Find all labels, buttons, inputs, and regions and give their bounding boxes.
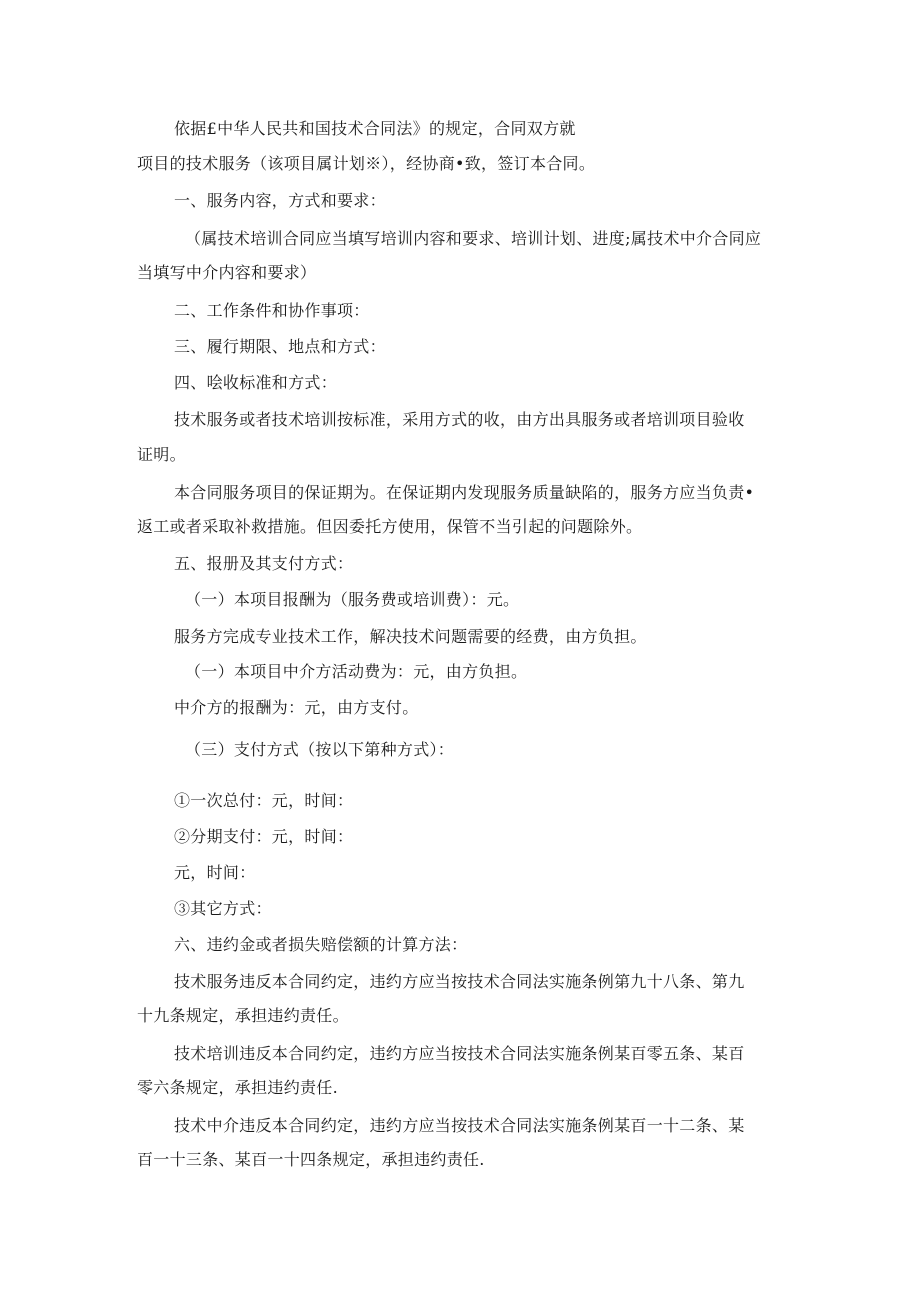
section-heading-4: 四、哙收标准和方式： <box>174 373 338 392</box>
section-heading-5: 五、报册及其支付方式： <box>174 554 354 573</box>
payment-option-3: ③其它方式： <box>174 899 272 918</box>
section-4-paragraph-2-line-1: 本合同服务项目的保证期为。在保证期内发现服务质量缺陷的，服务方应当负责• <box>174 483 755 502</box>
paragraph-intro-line-2: 项目的技术服务（该项目属计划※），经协商•致，签订本合同。 <box>137 154 596 173</box>
section-4-paragraph-1-line-2: 证明。 <box>137 445 186 464</box>
section-heading-3: 三、履行期限、地点和方式： <box>174 337 386 356</box>
section-heading-2: 二、工作条件和协作事项： <box>174 301 370 320</box>
section-6-paragraph-1-line-1: 技术服务违反本合同约定，违约方应当按技术合同法实施条例第九十八条、第九 <box>174 972 745 991</box>
section-5-item-1: （一）本项目报酬为（服务费或培训费）：元。 <box>185 590 520 609</box>
section-6-paragraph-2-line-1: 技术培训违反本合同约定，违约方应当按技术合同法实施条例某百零五条、某百 <box>174 1044 745 1063</box>
section-5-item-3: （三）支付方式（按以下第种方式）： <box>185 740 455 759</box>
section-6-paragraph-1-line-2: 十九条规定，承担违约责任。 <box>137 1006 349 1025</box>
section-heading-6: 六、违约金或者损失赔偿额的计算方法： <box>174 935 468 954</box>
paragraph-intro-line-1: 依据£中华人民共和国技术合同法》的规定，合同双方就 <box>174 119 576 138</box>
section-5-item-2: （一）本项目中介方活动费为：元，由方负担。 <box>185 662 528 681</box>
section-4-paragraph-2-line-2: 返工或者采取补救措施。但因委托方使用，保管不当引起的问题除外。 <box>137 517 643 536</box>
section-6-paragraph-2-line-2: 零六条规定，承担违约责任. <box>137 1078 338 1097</box>
section-heading-1: 一、服务内容，方式和要求： <box>174 191 386 210</box>
payment-option-2: ②分期支付：元，时间： <box>174 827 354 846</box>
section-5-item-2-note: 中介方的报酬为：元，由方支付。 <box>174 698 419 717</box>
section-6-paragraph-3-line-2: 百一十三条、某百一十四条规定，承担违约责任. <box>137 1150 485 1169</box>
payment-option-1: ①一次总付：元，时间： <box>174 791 354 810</box>
section-5-item-1-note: 服务方完成专业技术工作，解决技术问题需要的经费，由方负担。 <box>174 627 647 646</box>
payment-option-2-extra: 元，时间： <box>174 863 256 882</box>
section-4-paragraph-1-line-1: 技术服务或者技术培训按标准，采用方式的收，由方出具服务或者培训项目验收 <box>174 410 745 429</box>
section-1-note-line-1: （属技术培训合同应当填写培训内容和要求、培训计划、进度;属技术中介合同应 <box>185 229 762 248</box>
section-6-paragraph-3-line-1: 技术中介违反本合同约定，违约方应当按技术合同法实施条例某百一十二条、某 <box>174 1116 745 1135</box>
section-1-note-line-2: 当填写中介内容和要求） <box>137 263 317 282</box>
